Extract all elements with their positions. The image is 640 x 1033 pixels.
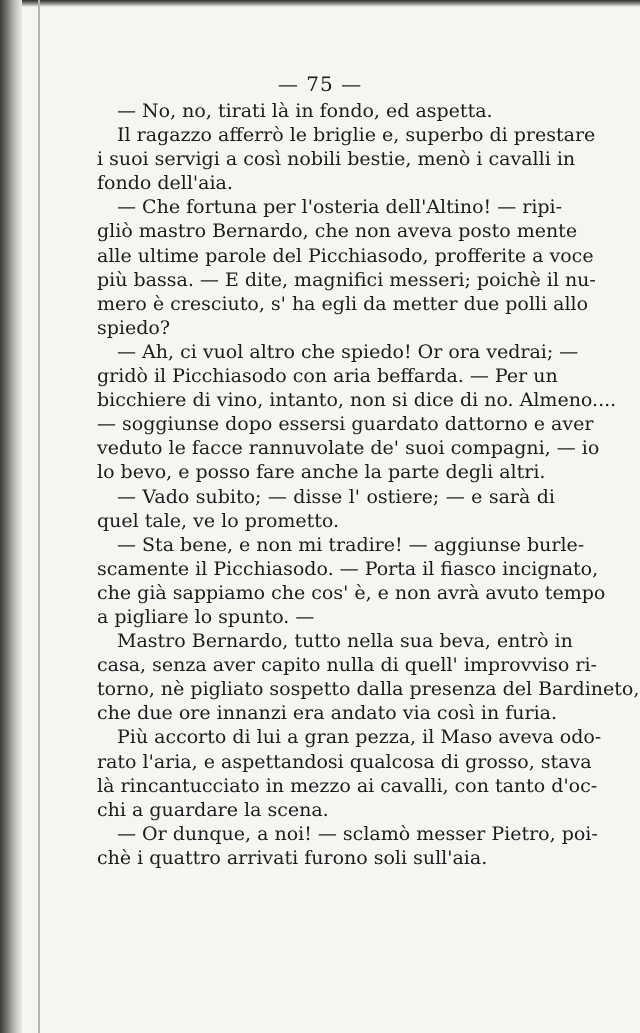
text-line: spiedo? [97,316,171,339]
text-line: — soggiunse dopo essersi guardato dattorno e aver [97,413,594,436]
text-line: più bassa. — E dite, magnifici messeri; poichè il nu- [97,268,596,291]
text-line: — Or dunque, a noi! — sclamò messer Pietro, poi- [117,822,598,845]
text-line: — Che fortuna per l'osteria dell'Altino! — ripi- [117,196,563,219]
text-line: quel tale, ve lo prometto. [97,509,340,532]
text-line: veduto le facce rannuvolate de' suoi compagni, — io [97,437,600,460]
text-line: chi a guardare la scena. [97,798,329,821]
text-line: Mastro Bernardo, tutto nella sua beva, entrò in [117,630,573,653]
text-line: che due ore innanzi era andato via così in furia. [97,702,558,725]
text-line: casa, senza aver capito nulla di quell' improvviso ri- [97,654,597,677]
text-line: Il ragazzo afferrò le briglie e, superbo di prestare [117,124,596,147]
text-line: mero è cresciuto, s' ha egli da metter due polli allo [97,292,589,315]
text-line: scamente il Picchiasodo. — Porta il fiasco incignato, [97,557,599,580]
text-line: chè i quattro arrivati furono soli sull'aia. [97,846,488,869]
text-line: Più accorto di lui a gran pezza, il Maso aveva odo- [117,726,602,749]
text-line: — Sta bene, e non mi tradire! — aggiunse burle- [117,533,585,556]
text-line: a pigliare lo spunto. — [97,605,315,628]
binding-shadow [0,0,22,1033]
top-edge-shadow [0,0,640,7]
text-line: che già sappiamo che cos' è, e non avrà avuto tempo [97,581,606,604]
body-text [97,99,640,870]
text-line: gridò il Picchiasodo con aria beffarda. — Per un [97,365,558,388]
text-line: bicchiere di vino, intanto, non si dice di no. Almeno.... [97,389,617,412]
text-line: lo bevo, e posso fare anche la parte degli altri. [97,461,546,484]
text-line: gliò mastro Bernardo, che non aveva posto mente [97,220,578,243]
text-line: — Ah, ci vuol altro che spiedo! Or ora vedrai; — [117,340,579,363]
text-line: là rincantucciato in mezzo ai cavalli, con tanto d'oc- [97,774,598,797]
page-number: — 75 — [277,72,363,96]
text-line: i suoi servigi a così nobili bestie, menò i cavalli in [97,148,576,171]
gutter-line [38,0,40,1033]
text-line: torno, nè pigliato sospetto dalla presenza del Bardineto, [97,678,640,701]
text-line: rato l'aria, e aspettandosi qualcosa di grosso, stava [97,750,592,773]
text-line: — Vado subito; — disse l' ostiere; — e sarà di [117,485,555,508]
text-line: — No, no, tirati là in fondo, ed aspetta. [117,100,493,122]
text-line: alle ultime parole del Picchiasodo, profferite a voce [97,244,594,267]
text-line: fondo dell'aia. [97,172,233,195]
